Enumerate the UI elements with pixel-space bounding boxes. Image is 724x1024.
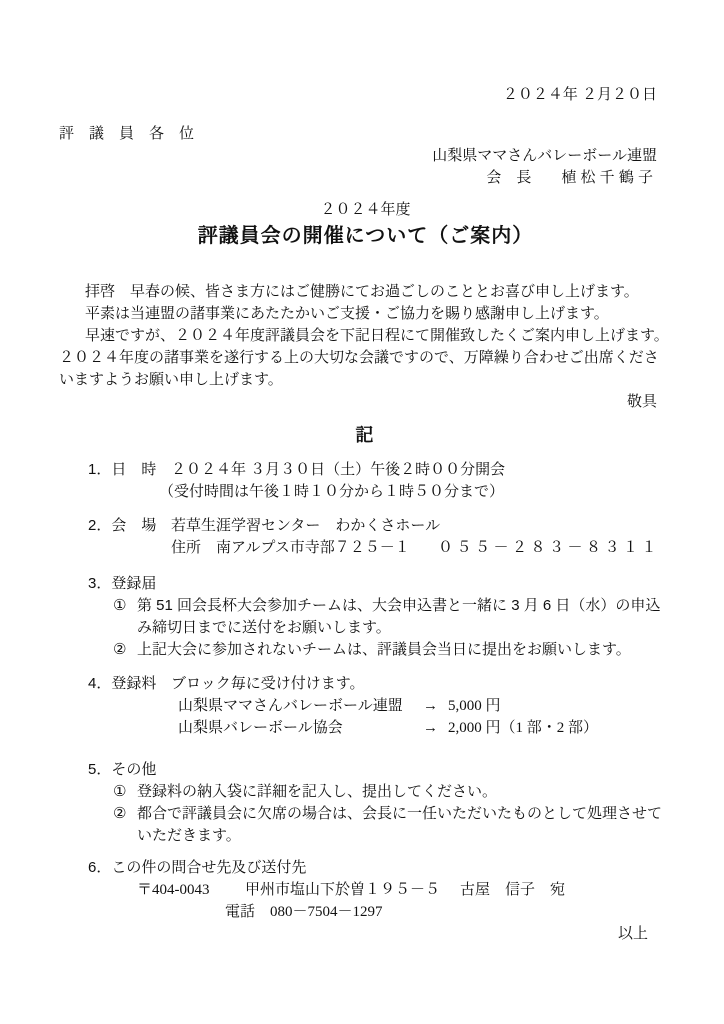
- section-datetime-label: 1．日 時: [88, 461, 157, 478]
- fee-row-federation: [59, 695, 672, 717]
- circled-number-1-icon: ①: [113, 783, 127, 800]
- section-contact-head: [59, 857, 672, 879]
- document-title: [59, 221, 672, 251]
- tel-label: 電話: [225, 903, 256, 920]
- fee-association-name: 山梨県バレーボール協会: [178, 719, 343, 736]
- sender-organization: 山梨県ママさんバレーボール連盟: [432, 147, 657, 164]
- circled-number-2-icon: ②: [113, 641, 127, 658]
- fee-association-note: （1 部・2 部）: [500, 720, 599, 736]
- section-other: [59, 759, 672, 847]
- circled-number-1-icon: ①: [113, 597, 127, 614]
- postal-code: [137, 879, 245, 901]
- greeting-paragraph-2: 平素は当連盟の諸事業にあたたかいご支援・ご協力を賜り感謝申し上げます。: [85, 305, 609, 322]
- other-item-1-text: 登録料の納入袋に詳細を記入し、提出してください。: [137, 783, 498, 800]
- venue-name: 若草生涯学習センター わかくさホール: [171, 517, 441, 534]
- fiscal-year-line: [59, 199, 672, 221]
- fee-intro: ブロック毎に受け付けます。: [171, 675, 365, 692]
- section-venue: [59, 515, 672, 559]
- section-fee-label: 4．登録料: [88, 675, 157, 692]
- fee-federation-name: 山梨県ママさんバレーボール連盟: [178, 697, 403, 714]
- greeting-paragraph-1: 拝啓 早春の候、皆さま方にはご健勝にてお過ごしのこととお喜び申し上げます。: [85, 283, 639, 300]
- venue-address-line: [171, 537, 672, 559]
- postal-mark-icon: 〒: [137, 881, 153, 898]
- contact-address-line: [59, 879, 672, 901]
- registration-item-2: [59, 639, 672, 661]
- end-mark: 以上: [617, 925, 648, 942]
- document-title-text: 評議員会の開催について（ご案内）: [197, 225, 534, 247]
- contact-addressee: 古屋 信子 宛: [460, 881, 566, 898]
- greeting-paragraph-3: 早速ですが、２０２４年度評議員会を下記日程にて開催致したくご案内申し上げます。２０２４年度の諸事業を遂行する上の大切な会議ですので、万障繰り合わせご出席くださいますようお願い申し上げます。: [59, 327, 669, 388]
- greeting-block: [59, 281, 672, 391]
- other-item-2-text: 都合で評議員会に欠席の場合は、会長に一任いただいたものとして処理させていただきます。: [137, 805, 663, 844]
- date-text: ２０２４年 ２月２０日: [502, 86, 657, 103]
- end-mark-line: [59, 923, 672, 945]
- section-registration: [59, 573, 672, 661]
- section-datetime: [59, 459, 672, 503]
- section-contact: [59, 857, 672, 923]
- registration-item-1: [59, 595, 672, 639]
- fee-association-amount: 2,000 円: [448, 720, 501, 736]
- postal-code-number: 404-0043: [152, 882, 210, 898]
- fee-federation-amount: 5,000 円: [448, 698, 501, 714]
- section-datetime-body: [159, 459, 672, 503]
- datetime-line2: （受付時間は午後１時１０分から１時５０分まで）: [159, 483, 505, 500]
- contact-address: 甲州市塩山下於曽１９５－５: [245, 881, 441, 898]
- contact-tel-line: [59, 901, 672, 923]
- section-fee-head: [59, 673, 672, 695]
- sender-organization-line: [59, 145, 672, 167]
- record-heading-line: [59, 421, 672, 449]
- datetime-line1: ２０２４年 ３月３０日（土）午後２時００分開会: [171, 461, 506, 478]
- venue-phone: ０５５－２８３－８３１１: [438, 539, 661, 556]
- section-other-label: 5．その他: [88, 761, 157, 778]
- record-heading: 記: [355, 425, 376, 445]
- fiscal-year-text: ２０２４年度: [320, 201, 411, 218]
- sender-president-line: [59, 167, 672, 189]
- section-contact-label: 6．この件の問合せ先及び送付先: [88, 859, 307, 876]
- section-registration-label: 3．登録届: [88, 575, 157, 592]
- tel-number: 080－7504－1297: [270, 904, 383, 920]
- fee-row-association: [59, 717, 672, 739]
- other-item-2: [59, 803, 672, 847]
- sender-president: 会 長 植 松 千 鶴 子: [486, 169, 653, 186]
- right-arrow-icon: →: [423, 719, 438, 736]
- other-item-1: [59, 781, 672, 803]
- recipient-text: 評 議 員 各 位: [59, 125, 195, 142]
- right-arrow-icon: →: [423, 697, 438, 714]
- registration-item-1-text: 第 51 回会長杯大会参加チームは、大会申込書と一緒に 3 月 6 日（水）の申込み締切日までに送付をお願いします。: [137, 597, 661, 636]
- section-registration-head: [59, 573, 672, 595]
- section-fee: [59, 673, 672, 739]
- registration-item-2-text: 上記大会に参加されないチームは、評議員会当日に提出をお願いします。: [137, 641, 631, 658]
- date-line: [59, 84, 672, 106]
- section-venue-label: 2．会 場: [88, 517, 157, 534]
- recipient-line: [59, 123, 672, 145]
- section-venue-body: [171, 515, 672, 559]
- closing-keigu: 敬具: [626, 393, 657, 410]
- circled-number-2-icon: ②: [113, 805, 127, 822]
- closing-keigu-line: [59, 391, 672, 413]
- section-other-head: [59, 759, 672, 781]
- venue-address: 住所 南アルプス市寺部７２５－１: [171, 539, 410, 556]
